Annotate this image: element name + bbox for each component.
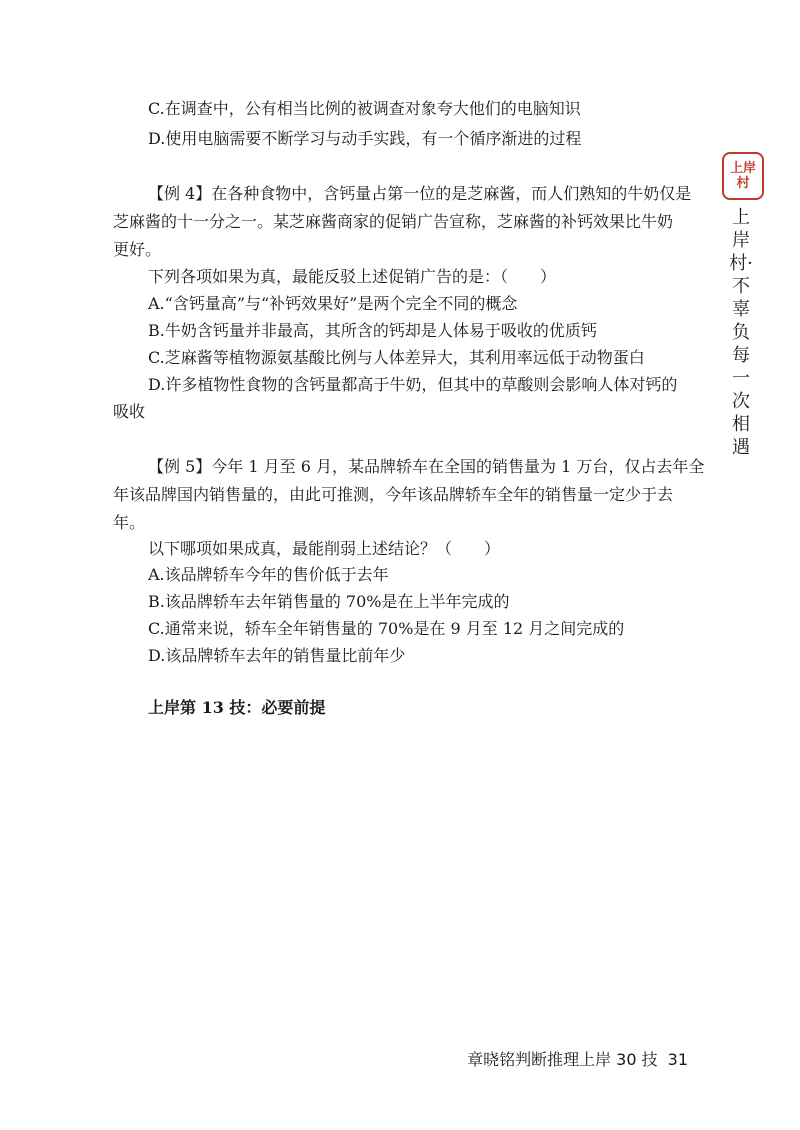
example5-option-a: A.该品牌轿车今年的售价低于去年 <box>148 565 389 584</box>
example4-option-c: C.芝麻酱等植物源氨基酸比例与人体差异大，其利用率远低于动物蛋白 <box>148 348 645 367</box>
example4-question: 下列各项如果为真，最能反驳上述促销广告的是：（ ） <box>148 267 557 286</box>
example5-option-c: C.通常来说，轿车全年销售量的 70%是在 9 月至 12 月之间完成的 <box>148 619 625 638</box>
logo-text: 上岸村 <box>729 161 756 191</box>
example5-stem-line3: 年。 <box>113 513 146 532</box>
example4-option-b: B.牛奶含钙量并非最高，其所含的钙却是人体易于吸收的优质钙 <box>148 321 597 340</box>
example4-option-d-line2: 吸收 <box>113 402 146 421</box>
footer-book-title: 章晓铭判断推理上岸 30 技 <box>467 1050 658 1069</box>
example5-stem-line1: 【例 5】今年 1 月至 6 月，某品牌轿车在全国的销售量为 1 万台，仅占去年全 <box>148 457 705 476</box>
sidebar-motto: 上岸村·不辜负每一次相遇 <box>729 207 753 458</box>
section-heading: 上岸第 13 技：必要前提 <box>148 698 326 717</box>
shangan-village-logo <box>722 152 764 200</box>
example4-stem-line1: 【例 4】在各种食物中，含钙量占第一位的是芝麻酱，而人们熟知的牛奶仅是 <box>148 184 692 203</box>
example4-option-d-line1: D.许多植物性食物的含钙量都高于牛奶，但其中的草酸则会影响人体对钙的 <box>148 375 678 394</box>
example4-stem-line2: 芝麻酱的十一分之一。某芝麻酱商家的促销广告宣称，芝麻酱的补钙效果比牛奶 <box>113 212 674 231</box>
prev-option-d: D.使用电脑需要不断学习与动手实践，有一个循序渐进的过程 <box>148 129 582 148</box>
page-footer <box>467 1049 688 1071</box>
example4-stem-line3: 更好。 <box>113 240 162 259</box>
example5-question: 以下哪项如果成真，最能削弱上述结论？（ ） <box>148 539 501 558</box>
example4-option-a: A.“含钙量高”与“补钙效果好”是两个完全不同的概念 <box>148 294 518 313</box>
prev-option-c: C.在调查中，公有相当比例的被调查对象夸大他们的电脑知识 <box>148 99 581 118</box>
example5-option-d: D.该品牌轿车去年的销售量比前年少 <box>148 646 406 665</box>
page-number: 31 <box>667 1050 688 1069</box>
example5-stem-line2: 年该品牌国内销售量的，由此可推测，今年该品牌轿车全年的销售量一定少于去 <box>113 485 674 504</box>
example5-option-b: B.该品牌轿车去年销售量的 70%是在上半年完成的 <box>148 592 510 611</box>
